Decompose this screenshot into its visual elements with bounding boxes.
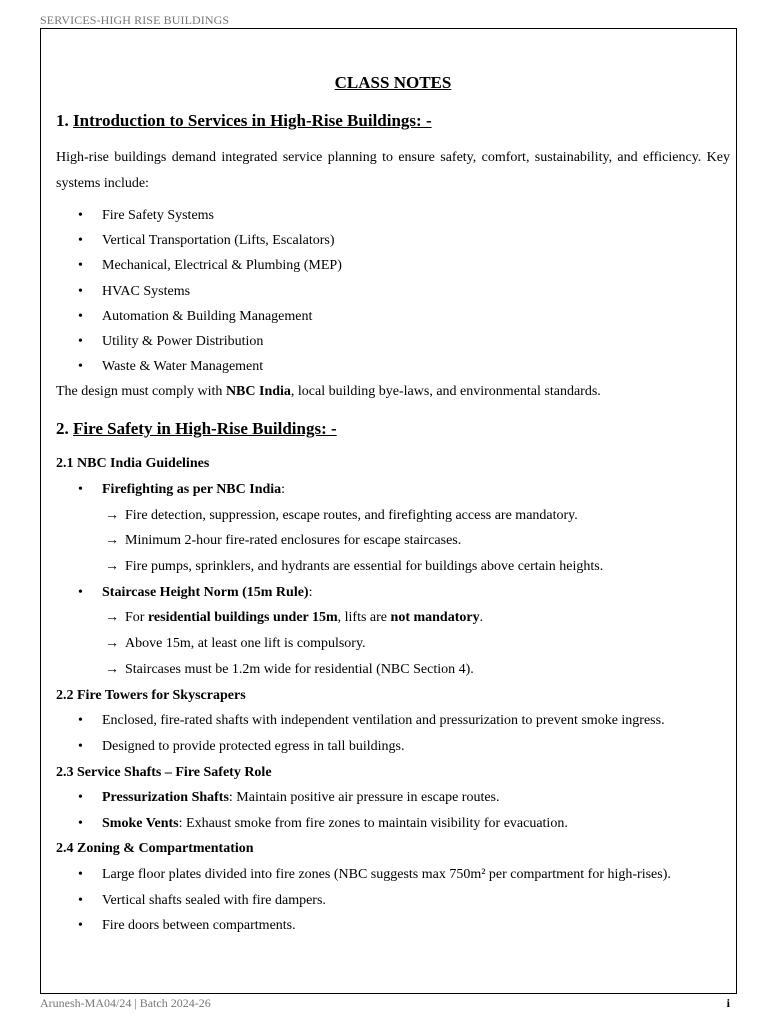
arrow-item: → Fire pumps, sprinklers, and hydrants are essential for buildings above certain heights. [56, 554, 730, 580]
bullet-icon: • [78, 584, 83, 600]
page-content [56, 69, 730, 939]
subsection-2-3-heading: 2.3 Service Shafts – Fire Safety Role [56, 764, 272, 780]
list-item: • Pressurization Shafts: Maintain positive air pressure in escape routes. [56, 785, 730, 811]
subsection-2-2-heading: 2.2 Fire Towers for Skyscrapers [56, 687, 246, 703]
list-item: • Staircase Height Norm (15m Rule): [56, 580, 730, 606]
subsection-2-4-heading: 2.4 Zoning & Compartmentation [56, 841, 254, 857]
bullet-icon: • [78, 867, 83, 883]
section-1-heading [56, 109, 730, 133]
list-item: • Waste & Water Management [56, 354, 730, 379]
arrow-icon: → [105, 610, 119, 626]
footer-author-batch: Arunesh-MA04/24 | Batch 2024-26 [40, 996, 211, 1010]
page-number: i [726, 996, 730, 1010]
arrow-item: → For residential buildings under 15m, lifts are not mandatory. [56, 605, 730, 631]
section-2-number: 2. [56, 419, 69, 439]
list-item: • Smoke Vents: Exhaust smoke from fire zones to maintain visibility for evacuation. [56, 811, 730, 837]
arrow-icon: → [105, 533, 119, 549]
section-2-heading [56, 417, 730, 441]
list-item: • Large floor plates divided into fire zones (NBC suggests max 750m² per compartment for high-rises). [56, 862, 730, 888]
list-item: • Vertical Transportation (Lifts, Escalators) [56, 228, 730, 253]
bullet-icon: • [78, 815, 83, 831]
list-item: • Designed to provide protected egress in tall buildings. [56, 734, 730, 760]
section-1-number: 1. [56, 111, 69, 130]
page-frame [40, 28, 737, 994]
subsection-2-1-heading: 2.1 NBC India Guidelines [56, 456, 210, 472]
arrow-icon: → [105, 559, 119, 575]
arrow-item: → Staircases must be 1.2m wide for residential (NBC Section 4). [56, 657, 730, 683]
list-item: • Firefighting as per NBC India: [56, 477, 730, 503]
arrow-item: → Minimum 2-hour fire-rated enclosures for escape staircases. [56, 528, 730, 554]
bullet-icon: • [78, 790, 83, 806]
key-systems-list [56, 203, 730, 379]
arrow-item: → Fire detection, suppression, escape routes, and firefighting access are mandatory. [56, 503, 730, 529]
section-2-title: Fire Safety in High-Rise Buildings: - [73, 419, 337, 439]
bullet-icon: • [78, 739, 83, 755]
section-1-intro: High-rise buildings demand integrated service planning to ensure safety, comfort, sustainability, and efficiency. Key systems include: [56, 150, 730, 191]
bullet-icon: • [78, 481, 83, 497]
arrow-icon: → [105, 636, 119, 652]
bullet-icon: • [78, 713, 83, 729]
arrow-icon: → [105, 662, 119, 678]
arrow-icon: → [105, 507, 119, 523]
list-item: • Automation & Building Management [56, 304, 730, 329]
list-item: • Fire Safety Systems [56, 203, 730, 228]
list-item: • Fire doors between compartments. [56, 913, 730, 939]
list-item: • Vertical shafts sealed with fire dampers. [56, 888, 730, 914]
list-item: • Utility & Power Distribution [56, 329, 730, 354]
bullet-icon: • [78, 892, 83, 908]
document-title: CLASS NOTES [334, 73, 452, 92]
list-item: • Enclosed, fire-rated shafts with independent ventilation and pressurization to prevent smoke ingress. [56, 708, 730, 734]
nbc-india-emphasis: NBC India [225, 384, 291, 400]
list-item: • Mechanical, Electrical & Plumbing (MEP) [56, 253, 730, 278]
arrow-item: → Above 15m, at least one lift is compulsory. [56, 631, 730, 657]
section-1-title: Introduction to Services in High-Rise Buildings: - [73, 111, 432, 130]
list-item: • HVAC Systems [56, 279, 730, 304]
running-header: SERVICES-HIGH RISE BUILDINGS [40, 13, 230, 27]
compliance-statement: The design must comply with NBC India, local building bye-laws, and environmental standards. [56, 384, 601, 400]
bullet-icon: • [78, 918, 83, 934]
